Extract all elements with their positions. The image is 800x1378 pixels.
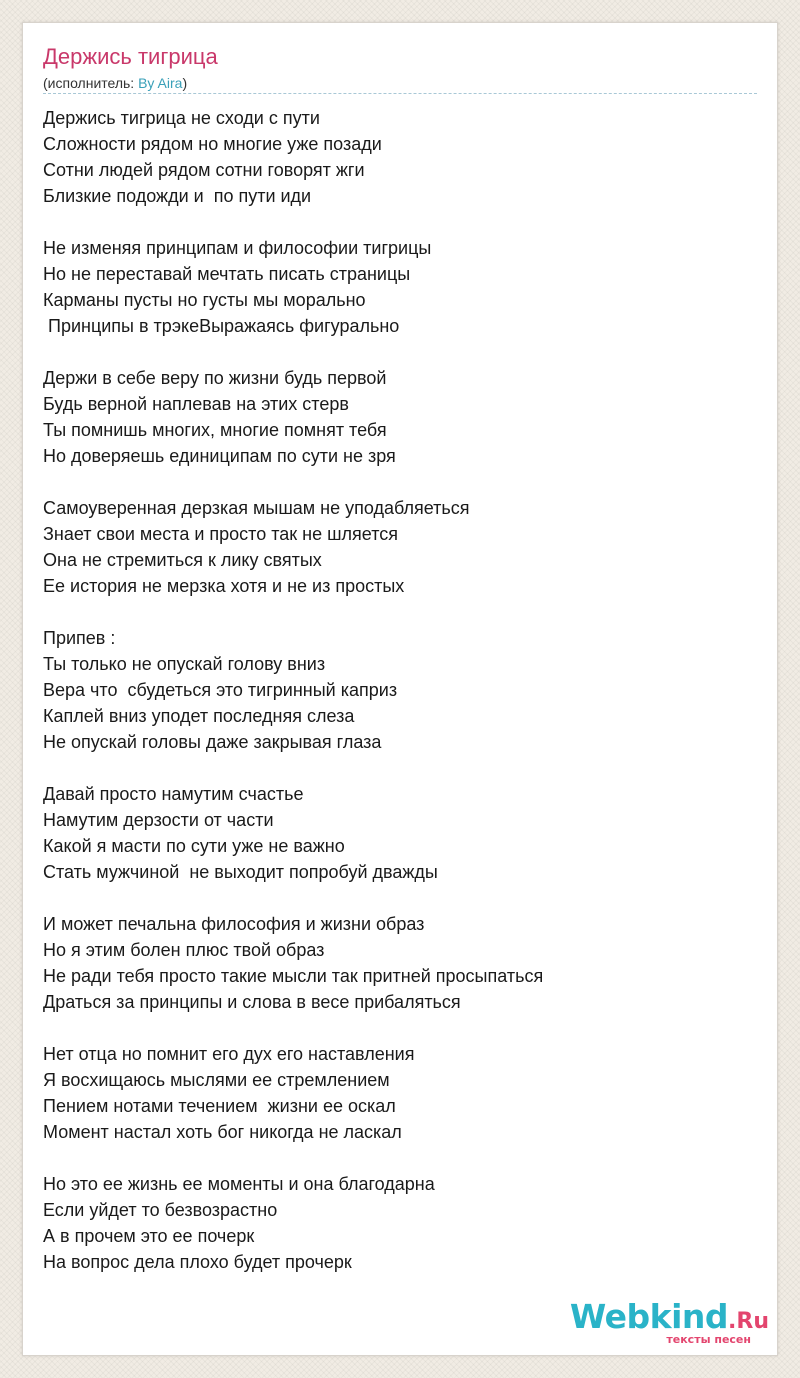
lyric-line: Ты только не опускай голову вниз [43,654,326,674]
stanza-break [43,755,759,781]
lyric-line: Каплей вниз уподет последняя слеза [43,706,355,726]
logo-word: Webkind [569,1297,729,1336]
song-title: Держись тигрица [43,44,218,69]
lyric-line: А в прочем это ее почерк [43,1226,255,1246]
lyrics-text [43,105,759,1275]
lyric-line: Вера что сбудеться это тигринный каприз [43,680,398,700]
stanza-break [43,1145,759,1171]
lyric-line: Самоуверенная дерзкая мышам не уподабляеться [43,498,470,518]
stanza-break [43,599,759,625]
lyric-line: Но доверяешь единиципам по сути не зря [43,446,396,466]
lyric-line: Намутим дерзости от части [43,810,274,830]
lyric-line: Принципы в трэкеВыражаясь фигурально [43,316,400,336]
lyric-line: Давай просто намутим счастье [43,784,304,804]
lyric-line: Но не переставай мечтать писать страницы [43,264,411,284]
stanza-break [43,469,759,495]
lyric-line: Сотни людей рядом сотни говорят жги [43,160,365,180]
lyric-line: Момент настал хоть бог никогда не ласкал [43,1122,402,1142]
stanza-break [43,209,759,235]
lyric-line: Если уйдет то безвозрастно [43,1200,278,1220]
lyric-line: Стать мужчиной не выходит попробуй дважды [43,862,438,882]
lyric-line: Но я этим болен плюс твой образ [43,940,325,960]
lyric-line: Держи в себе веру по жизни будь первой [43,368,387,388]
lyric-line: Сложности рядом но многие уже позади [43,134,382,154]
lyric-line: На вопрос дела плохо будет прочерк [43,1252,352,1272]
lyric-line: Не изменяя принципам и философии тигрицы [43,238,432,258]
lyric-line: Близкие подожди и по пути иди [43,186,312,206]
title-divider [43,93,757,94]
lyric-line: Но это ее жизнь ее моменты и она благодарна [43,1174,435,1194]
lyric-line: Какой я масти по сути уже не важно [43,836,345,856]
lyric-line: Нет отца но помнит его дух его наставления [43,1044,415,1064]
lyric-line: Я восхищаюсь мыслями ее стремлением [43,1070,390,1090]
stanza-break [43,1015,759,1041]
lyric-line: Не ради тебя просто такие мысли так притней просыпаться [43,966,544,986]
artist-prefix: (исполнитель: [43,75,139,91]
site-logo[interactable] [569,1297,769,1347]
lyric-line: Она не стремиться к лику святых [43,550,322,570]
lyric-line: Карманы пусты но густы мы морально [43,290,366,310]
logo-tld: .Ru [728,1309,769,1334]
artist-suffix: ) [182,75,188,91]
lyric-line: Припев : [43,628,116,648]
lyric-line: Ее история не мерзка хотя и не из простых [43,576,405,596]
lyric-line: Знает свои места и просто так не шляется [43,524,398,544]
lyric-line: И может печальна философия и жизни образ [43,914,425,934]
lyric-line: Драться за принципы и слова в весе прибаляться [43,992,461,1012]
lyric-line: Держись тигрица не сходи с пути [43,108,320,128]
artist-line [43,74,187,92]
lyric-line: Будь верной наплевав на этих стерв [43,394,349,414]
stanza-break [43,885,759,911]
lyric-line: Ты помнишь многих, многие помнят тебя [43,420,387,440]
lyrics-card [22,22,778,1356]
lyric-line: Не опускай головы даже закрывая глаза [43,732,382,752]
stanza-break [43,339,759,365]
lyric-line: Пением нотами течением жизни ее оскал [43,1096,396,1116]
logo-subtitle: тексты песен [666,1333,751,1346]
artist-link[interactable]: By Aira [138,75,183,91]
